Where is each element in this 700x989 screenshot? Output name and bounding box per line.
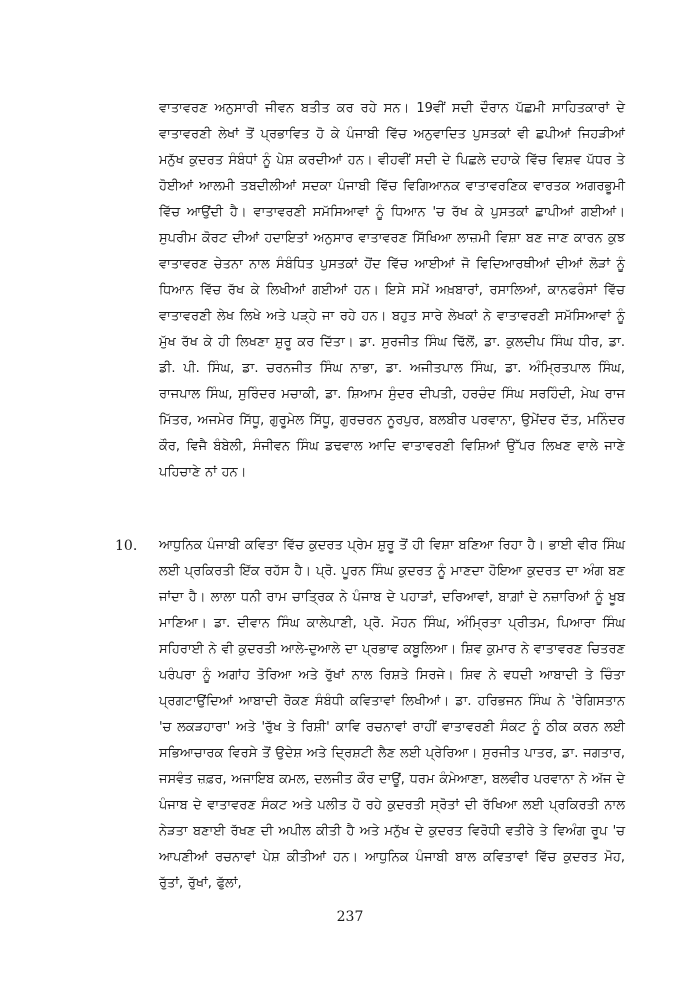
body-paragraph-item-10: ਆਧੁਨਿਕ ਪੰਜਾਬੀ ਕਵਿਤਾ ਵਿੱਚ ਕੁਦਰਤ ਪ੍ਰੇਮ ਸ਼ੁਰੂ ਤੋਂ ਹੀ ਵਿਸ਼ਾ ਬਣਿਆ ਰਿਹਾ ਹੈ। ਭਾਈ ਵੀਰ ਸਿੰਘ ਲਈ ਪ੍ਰਕਿਰਤੀ ਇੱਕ ਰਹੱਸ ਹੈ। ਪ੍ਰੋ. ਪੂਰਨ ਸਿੰਘ ਕੁਦਰਤ ਨੂੰ ਮਾਣਦਾ ਹੋਇਆ ਕੁਦਰਤ ਦਾ ਅੰਗ ਬਣ ਜਾਂਦਾ ਹੈ। ਲਾਲਾ ਧਨੀ ਰਾਮ ਚਾਤ੍ਰਿਕ ਨੇ ਪੰਜਾਬ ਦੇ ਪਹਾੜਾਂ, ਦਰਿਆਵਾਂ, ਬਾਗ਼ਾਂ ਦੇ ਨਜ਼ਾਰਿਆਂ ਨੂੰ ਖੂਬ ਮਾਣਿਆ। ਡਾ. ਦੀਵਾਨ ਸਿੰਘ ਕਾਲੇਪਾਣੀ, ਪ੍ਰੋ. ਮੋਹਨ ਸਿੰਘ, ਅੰਮ੍ਰਿਤਾ ਪ੍ਰੀਤਮ, ਪਿਆਰਾ ਸਿੰਘ ਸਹਿਰਾਈ ਨੇ ਵੀ ਕੁਦਰਤੀ ਆਲੇ-ਦੁਆਲੇ ਦਾ ਪ੍ਰਭਾਵ ਕਬੂਲਿਆ। ਸ਼ਿਵ ਕੁਮਾਰ ਨੇ ਵਾਤਾਵਰਣ ਚਿਤਰਣ ਪਰੰਪਰਾ ਨੂੰ ਅਗਾਂਹ ਤੋਰਿਆ ਅਤੇ ਰੁੱਖਾਂ ਨਾਲ ਰਿਸ਼ਤੇ ਸਿਰਜੇ। ਸ਼ਿਵ ਨੇ ਵਧਦੀ ਆਬਾਦੀ ਤੇ ਚਿੰਤਾ ਪ੍ਰਗਟਾਉਂਦਿਆਂ ਆਬਾਦੀ ਰੋਕਣ ਸੰਬੰਧੀ ਕਵਿਤਾਵਾਂ ਲਿਖੀਆਂ। ਡਾ. ਹਰਿਭਜਨ ਸਿੰਘ ਨੇ 'ਰੇਗਿਸਤਾਨ 'ਚ ਲਕੜਹਾਰਾ' ਅਤੇ 'ਰੁੱਖ ਤੇ ਰਿਸ਼ੀ' ਕਾਵਿ ਰਚਨਾਵਾਂ ਰਾਹੀਂ ਵਾਤਾਵਰਣੀ ਸੰਕਟ ਨੂੰ ਠੀਕ ਕਰਨ ਲਈ ਸਭਿਆਚਾਰਕ ਵਿਰਸੇ ਤੋਂ ਉਦੇਸ਼ ਅਤੇ ਦ੍ਰਿਸ਼ਟੀ ਲੈਣ ਲਈ ਪ੍ਰੇਰਿਆ। ਸੁਰਜੀਤ ਪਾਤਰ, ਡਾ. ਜਗਤਾਰ, ਜਸਵੰਤ ਜ਼ਫ਼ਰ, ਅਜਾਇਬ ਕਮਲ, ਦਲਜੀਤ ਕੌਰ ਦਾਊਂ, ਧਰਮ ਕੰਮੇਆਣਾ, ਬਲਵੀਰ ਪਰਵਾਨਾ ਨੇ ਅੱਜ ਦੇ ਪੰਜਾਬ ਦੇ ਵਾਤਾਵਰਣ ਸੰਕਟ ਅਤੇ ਪਲੀਤ ਹੋ ਰਹੇ ਕੁਦਰਤੀ ਸ੍ਰੋਤਾਂ ਦੀ ਰੱਖਿਆ ਲਈ ਪ੍ਰਕਿਰਤੀ ਨਾਲ ਨੇੜਤਾ ਬਣਾਈ ਰੱਖਣ ਦੀ ਅਪੀਲ ਕੀਤੀ ਹੈ ਅਤੇ ਮਨੁੱਖ ਦੇ ਕੁਦਰਤ ਵਿਰੋਧੀ ਵਤੀਰੇ ਤੇ ਵਿਅੰਗ ਰੂਪ 'ਚ ਆਪਣੀਆਂ ਰਚਨਾਵਾਂ ਪੇਸ਼ ਕੀਤੀਆਂ ਹਨ। ਆਧੁਨਿਕ ਪੰਜਾਬੀ ਬਾਲ ਕਵਿਤਾਵਾਂ ਵਿੱਚ ਕੁਦਰਤ ਮੋਹ, ਰੁੱਤਾਂ, ਰੁੱਖਾਂ, ਫੁੱਲਾਂ, — [159, 538, 625, 891]
page-number: 237 — [336, 909, 364, 925]
list-item-number: 10. — [115, 538, 138, 554]
body-paragraph: ਵਾਤਾਵਰਣ ਅਨੁਸਾਰੀ ਜੀਵਨ ਬਤੀਤ ਕਰ ਰਹੇ ਸਨ। 19ਵੀਂ ਸਦੀ ਦੌਰਾਨ ਪੱਛਮੀ ਸਾਹਿਤਕਾਰਾਂ ਦੇ ਵਾਤਾਵਰਣੀ ਲੇਖਾਂ ਤੋਂ ਪ੍ਰਭਾਵਿਤ ਹੋ ਕੇ ਪੰਜਾਬੀ ਵਿੱਚ ਅਨੁਵਾਦਿਤ ਪੁਸਤਕਾਂ ਵੀ ਛਪੀਆਂ ਜਿਹੜੀਆਂ ਮਨੁੱਖ ਕੁਦਰਤ ਸੰਬੰਧਾਂ ਨੂੰ ਪੇਸ਼ ਕਰਦੀਆਂ ਹਨ। ਵੀਹਵੀਂ ਸਦੀ ਦੇ ਪਿਛਲੇ ਦਹਾਕੇ ਵਿੱਚ ਵਿਸ਼ਵ ਪੱਧਰ ਤੇ ਹੋਈਆਂ ਆਲਮੀ ਤਬਦੀਲੀਆਂ ਸਦਕਾ ਪੰਜਾਬੀ ਵਿੱਚ ਵਿਗਿਆਨਕ ਵਾਤਾਵਰਣਿਕ ਵਾਰਤਕ ਅਗਰਭੂਮੀ ਵਿੱਚ ਆਉਂਦੀ ਹੈ। ਵਾਤਾਵਰਣੀ ਸਮੱਸਿਆਵਾਂ ਨੂੰ ਧਿਆਨ 'ਚ ਰੱਖ ਕੇ ਪੁਸਤਕਾਂ ਛਾਪੀਆਂ ਗਈਆਂ। ਸੁਪਰੀਮ ਕੋਰਟ ਦੀਆਂ ਹਦਾਇਤਾਂ ਅਨੁਸਾਰ ਵਾਤਾਵਰਣ ਸਿੱਖਿਆ ਲਾਜ਼ਮੀ ਵਿਸ਼ਾ ਬਣ ਜਾਣ ਕਾਰਨ ਕੁਝ ਵਾਤਾਵਰਣ ਚੇਤਨਾ ਨਾਲ ਸੰਬੰਧਿਤ ਪੁਸਤਕਾਂ ਹੋਂਦ ਵਿੱਚ ਆਈਆਂ ਜੋ ਵਿਦਿਆਰਥੀਆਂ ਦੀਆਂ ਲੋੜਾਂ ਨੂੰ ਧਿਆਨ ਵਿੱਚ ਰੱਖ ਕੇ ਲਿਖੀਆਂ ਗਈਆਂ ਹਨ। ਇਸੇ ਸਮੇਂ ਅਖ਼ਬਾਰਾਂ, ਰਸਾਲਿਆਂ, ਕਾਨਫਰੰਸਾਂ ਵਿੱਚ ਵਾਤਾਵਰਣੀ ਲੇਖ ਲਿਖੇ ਅਤੇ ਪੜ੍ਹੇ ਜਾ ਰਹੇ ਹਨ। ਬਹੁਤ ਸਾਰੇ ਲੇਖਕਾਂ ਨੇ ਵਾਤਾਵਰਣੀ ਸਮੱਸਿਆਵਾਂ ਨੂੰ ਮੁੱਖ ਰੱਖ ਕੇ ਹੀ ਲਿਖਣਾ ਸ਼ੁਰੂ ਕਰ ਦਿੱਤਾ। ਡਾ. ਸੁਰਜੀਤ ਸਿੰਘ ਢਿੱਲੋਂ, ਡਾ. ਕੁਲਦੀਪ ਸਿੰਘ ਧੀਰ, ਡਾ. ਡੀ. ਪੀ. ਸਿੰਘ, ਡਾ. ਚਰਨਜੀਤ ਸਿੰਘ ਨਾਭਾ, ਡਾ. ਅਜੀਤਪਾਲ ਸਿੰਘ, ਡਾ. ਅੰਮ੍ਰਿਤਪਾਲ ਸਿੰਘ, ਰਾਜਪਾਲ ਸਿੰਘ, ਸੁਰਿੰਦਰ ਮਚਾਕੀ, ਡਾ. ਸ਼ਿਆਮ ਸੁੰਦਰ ਦੀਪਤੀ, ਹਰਚੰਦ ਸਿੰਘ ਸਰਹਿੰਦੀ, ਮੇਘ ਰਾਜ ਮਿੱਤਰ, ਅਜਮੇਰ ਸਿੱਧੂ, ਗੁਰੂਮੇਲ ਸਿੱਧੂ, ਗੁਰਚਰਨ ਨੂਰਪੁਰ, ਬਲਬੀਰ ਪਰਵਾਨਾ, ਉਮੇਂਦਰ ਦੱਤ, ਮਨਿੰਦਰ ਕੌਰ, ਵਿਜੈ ਬੰਬੇਲੀ, ਸੰਜੀਵਨ ਸਿੰਘ ਡਢਵਾਲ ਆਦਿ ਵਾਤਾਵਰਣੀ ਵਿਸ਼ਿਆਂ ਉੱਪਰ ਲਿਖਣ ਵਾਲੇ ਜਾਣੇ ਪਹਿਚਾਣੇ ਨਾਂ ਹਨ। — [159, 101, 625, 480]
